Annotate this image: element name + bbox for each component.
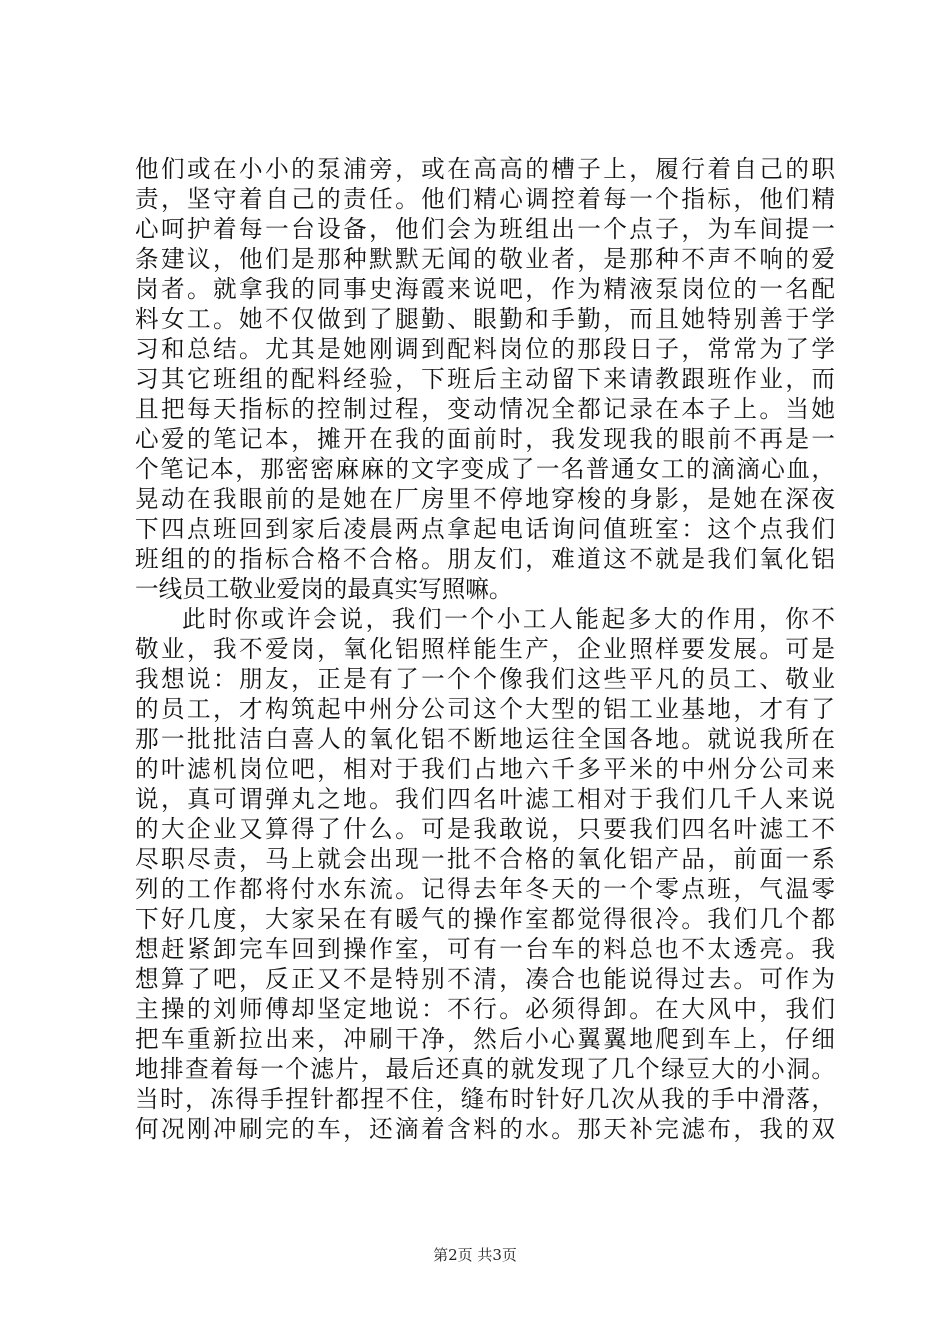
text-line: 列的工作都将付水东流。记得去年冬天的一个零点班，气温零 [135,875,835,903]
text-line: 说，真可谓弹丸之地。我们四名叶滤工相对于我们几千人来说 [135,785,835,813]
text-line: 地排查着每一个滤片，最后还真的就发现了几个绿豆大的小洞。 [135,1055,835,1083]
text-line: 个笔记本，那密密麻麻的文字变成了一名普通女工的滴滴心血， [135,455,835,483]
paragraph-2 [135,604,835,1144]
text-line: 的叶滤机岗位吧，相对于我们占地六千多平米的中州分公司来 [135,755,835,783]
text-line: 一线员工敬业爱岗的最真实写照嘛。 [135,575,513,603]
paragraph-1 [135,154,835,604]
text-line: 把车重新拉出来，冲刷干净，然后小心翼翼地爬到车上，仔细 [135,1025,835,1053]
text-line: 尽职尽责，马上就会出现一批不合格的氧化铝产品，前面一系 [135,845,835,873]
text-line: 班组的的指标合格不合格。朋友们，难道这不就是我们氧化铝 [135,545,835,573]
text-line: 的员工，才构筑起中州分公司这个大型的铝工业基地，才有了 [135,695,835,723]
text-line: 心爱的笔记本，摊开在我的面前时，我发现我的眼前不再是一 [135,425,835,453]
text-line: 责，坚守着自己的责任。他们精心调控着每一个指标，他们精 [135,185,835,213]
text-line: 晃动在我眼前的是她在厂房里不停地穿梭的身影，是她在深夜 [135,485,835,513]
text-line: 他们或在小小的泵浦旁，或在高高的槽子上，履行着自己的职 [135,155,835,183]
text-line: 料女工。她不仅做到了腿勤、眼勤和手勤，而且她特别善于学 [135,305,835,333]
text-line: 习和总结。尤其是她刚调到配料岗位的那段日子，常常为了学 [135,335,835,363]
text-line: 且把每天指标的控制过程，变动情况全都记录在本子上。当她 [135,395,835,423]
text-line: 心呵护着每一台设备，他们会为班组出一个点子，为车间提一 [135,215,835,243]
text-line: 下好几度，大家呆在有暖气的操作室都觉得很冷。我们几个都 [135,905,835,933]
text-line: 下四点班回到家后凌晨两点拿起电话询问值班室：这个点我们 [135,515,835,543]
text-line: 何况刚冲刷完的车，还滴着含料的水。那天补完滤布，我的双 [135,1115,835,1143]
text-line: 想算了吧，反正又不是特别不清，凑合也能说得过去。可作为 [135,965,835,993]
text-line: 敬业，我不爱岗，氧化铝照样能生产，企业照样要发展。可是 [135,635,835,663]
text-line: 我想说：朋友，正是有了一个个像我们这些平凡的员工、敬业 [135,665,835,693]
text-line: 岗者。就拿我的同事史海霞来说吧，作为精液泵岗位的一名配 [135,275,835,303]
text-line: 那一批批洁白喜人的氧化铝不断地运往全国各地。就说我所在 [135,725,835,753]
text-line: 的大企业又算得了什么。可是我敢说，只要我们四名叶滤工不 [135,815,835,843]
text-line: 条建议，他们是那种默默无闻的敬业者，是那种不声不响的爱 [135,245,835,273]
text-line: 此时你或许会说，我们一个小工人能起多大的作用，你不 [182,605,835,633]
text-line: 习其它班组的配料经验，下班后主动留下来请教跟班作业，而 [135,365,835,393]
text-line: 当时，冻得手捏针都捏不住，缝布时针好几次从我的手中滑落， [135,1085,835,1113]
document-body [135,154,835,1144]
page-footer: 第2页 共3页 [433,1246,517,1264]
text-line: 主操的刘师傅却坚定地说：不行。必须得卸。在大风中，我们 [135,995,835,1023]
text-line: 想赶紧卸完车回到操作室，可有一台车的料总也不太透亮。我 [135,935,835,963]
